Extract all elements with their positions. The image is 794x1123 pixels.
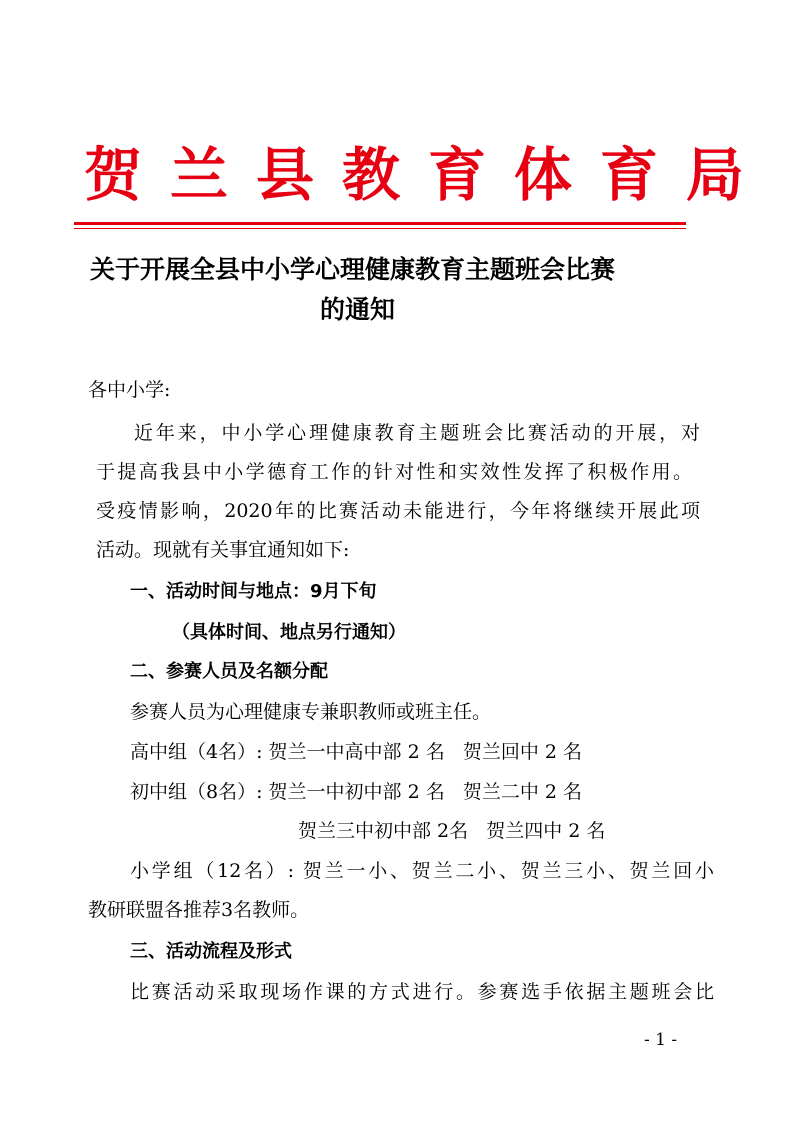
intro-line: 于提高我县中小学德育工作的针对性和实效性发挥了积极作用。 [96,461,692,483]
quota-high-school: 高中组（4名）: 贺兰一中高中部 2 名 贺兰回中 2 名 [130,741,582,763]
section-2-heading: 二、参赛人员及名额分配 [130,661,328,682]
masthead-char: 县 [255,141,314,209]
masthead-char: 育 [427,141,486,209]
masthead-char: 局 [685,141,744,209]
page-number: - 1 - [644,1030,678,1050]
masthead-char: 贺 [84,141,143,209]
quota-middle-school-cont: 贺兰三中初中部 2名 贺兰四中 2 名 [298,820,606,842]
salutation: 各中小学: [88,379,171,401]
quota-primary-school: 小学组（12名）: 贺兰一小、贺兰二小、贺兰三小、贺兰回小 [130,860,714,882]
masthead-char: 教 [341,141,400,209]
section-3-heading: 三、活动流程及形式 [130,941,292,962]
masthead-char: 育 [599,141,658,209]
quota-middle-school: 初中组（8名）: 贺兰一中初中部 2 名 贺兰二中 2 名 [130,781,582,803]
section-2-participants: 参赛人员为心理健康专兼职教师或班主任。 [130,701,492,723]
intro-line: 近年来，中小学心理健康教育主题班会比赛活动的开展，对 [134,422,700,444]
masthead-divider-thick [74,222,686,225]
document-title-line-1: 关于开展全县中小学心理健康教育主题班会比赛 [90,255,616,284]
section-1-note: （具体时间、地点另行通知） [172,622,406,643]
section-3-text: 比赛活动采取现场作课的方式进行。参赛选手依据主题班会比 [130,981,714,1003]
document-title-line-2: 的通知 [320,295,396,324]
quota-primary-school-cont: 教研联盟各推荐3名教师。 [88,899,310,921]
masthead-char: 兰 [169,141,228,209]
masthead-divider-thin [74,228,686,229]
intro-line: 受疫情影响，2020年的比赛活动未能进行，今年将继续开展此项 [96,500,700,522]
masthead-agency-name [84,140,744,210]
section-1-heading: 一、活动时间与地点：9月下旬 [130,581,377,602]
masthead-char: 体 [513,141,572,209]
intro-line: 活动。现就有关事宜通知如下: [96,539,350,561]
